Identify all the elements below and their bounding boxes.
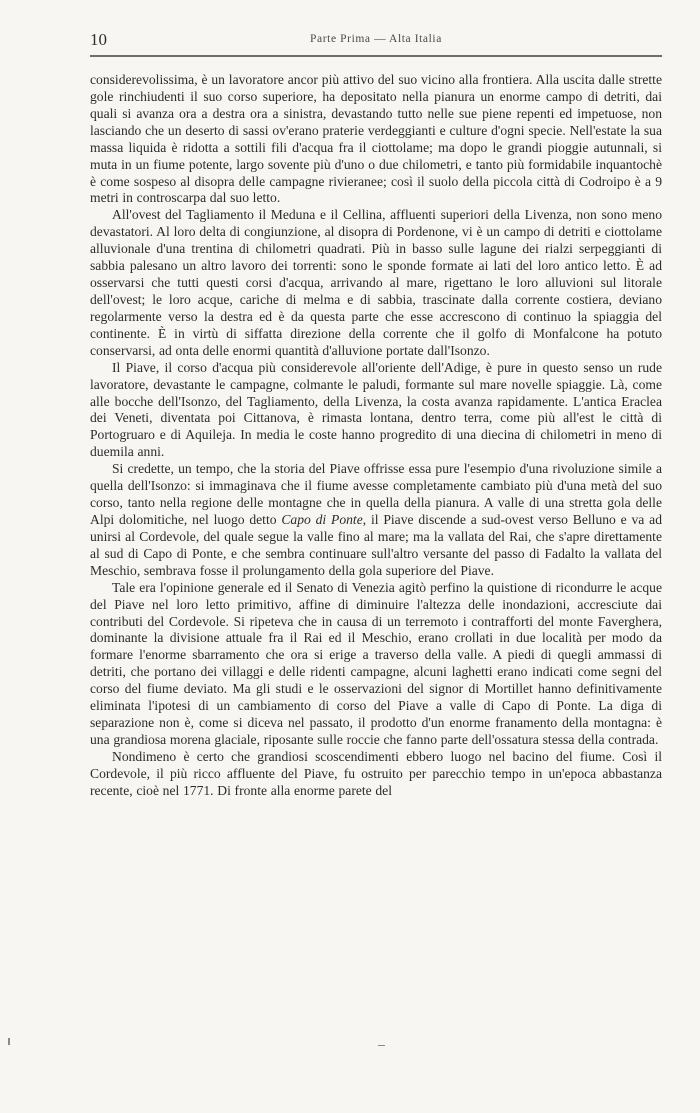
paragraph-6: Nondimeno è certo che grandiosi scoscendimenti ebbero luogo nel bacino del fiume. Così il Cordevole, il più ricco affluente del Piave, fu ostruito per parecchio tempo in un'epoca abbastanza recente, cioè nel 1771. Di fronte alla enorme parete del — [90, 748, 662, 798]
paragraph-4 — [90, 461, 662, 579]
paragraph-2: All'ovest del Tagliamento il Meduna e il Cellina, affluenti superiori della Livenza, non sono meno devastatori. Al loro delta di congiunzione, al disopra di Pordenone, vi è un campo di detriti e ciottolame alluvionale d'una trentina di chilometri quadrati. Più in basso sulle lagune dei rialzi serpeggianti di sabbia palesano un altro lavoro dei torrenti: sono le sponde formate ai lati del loro antico letto. È ad osservarsi che tutti questi corsi d'acqua, arrivando al mare, rigettano le loro alluvioni sul litorale dell'ovest; le loro acque, cariche di melma e di sabbia, trascinate dalla corrente costiera, deviano regolarmente verso la destra ed è da questa parte che esse accrescono di continuo la spiaggia del continente. È in virtù di siffatta direzione della corrente che il golfo di Monfalcone ha potuto conservarsi, ad onta delle enormi quantità d'alluvione portate dall'Isonzo. — [90, 207, 662, 358]
scan-mark-bottom — [378, 1045, 385, 1046]
place-name-italic: Capo di Ponte — [281, 511, 363, 527]
paragraph-4-text-before: Si credette, un tempo, che la storia del Piave offrisse essa pure l'esempio d'una rivoluzione simile a quella dell'Isonzo: si immaginava che il fiume avesse completamente cambiato più d'una metà del suo corso, tanto nella regione delle montagne che in quella della pianura. A valle di una stretta gola delle Alpi dolomitiche, nel luogo detto — [90, 461, 662, 527]
paragraph-3: Il Piave, il corso d'acqua più considerevole all'oriente dell'Adige, è pure in questo senso un rude lavoratore, devastante le campagne, colmante le paludi, formante sul mare novelle spiaggie. Là, come alle bocche dell'Isonzo, del Tagliamento, della Livenza, la costa avanza rapidamente. L'antica Eraclea dei Veneti, diventata poi Cittanova, è rimasta lontana, dentro terra, come più all'est le città di Portogruaro e di Aquileja. In media le coste hanno progredito di una diecina di chilometri in meno di duemila anni. — [90, 359, 662, 460]
paragraph-4-text-after: , il Piave discende a sud-ovest verso Belluno e va ad unirsi al Cordevole, del quale segue la valle fino al mare; ma la vallata del Rai, che s'apre direttamente al sud di Capo di Ponte, e che sembra continuare sull'altro versante del passo di Fadalto la vallata del Meschio, sembrava fosse il prolungamento della gola superiore del Piave. — [90, 511, 662, 578]
running-title: Parte Prima — Alta Italia — [310, 33, 442, 45]
paragraph-5: Tale era l'opinione generale ed il Senato di Venezia agitò perfino la quistione di ricondurre le acque del Piave nel loro letto primitivo, affine di diminuire l'altezza delle inondazioni, accresciute dai contributi del Cordevole. Si ripeteva che in causa di un terremoto i contrafforti del monte Faverghera, dominante la divisione attuale fra il Rai ed il Meschio, erano crollati in due località per modo da formare l'enorme sbarramento che ora si erige a traverso della valle. A piedi di quegli ammassi di detriti, che portano dei villaggi e delle ridenti campagne, alcuni laghetti erano indicati come segni del corso del fiume deviato. Ma gli studi e le osservazioni del signor di Mortillet hanno definitivamente eliminata l'ipotesi di un cambiamento di corso del Piave a valle di Capo di Ponte. La diga di separazione non è, come si diceva nel passato, il prodotto d'un enorme franamento della montagna: è una grandiosa morena glaciale, riposante sulle roccie che fanno parte dell'ossatura stessa della contrada. — [90, 579, 662, 747]
page-number: 10 — [90, 30, 107, 49]
body-text — [90, 72, 662, 800]
header-rule — [90, 55, 662, 57]
scan-mark-left — [8, 1038, 10, 1045]
paragraph-1: considerevolissima, è un lavoratore ancor più attivo del suo vicino alla frontiera. Alla uscita dalle strette gole rinchiudenti il suo corso superiore, ha depositato nella pianura un enorme campo di detriti, dai quali si avanza ora a destra ora a sinistra, devastando tutto nelle sue piene repenti ed impetuose, non lasciando che un deserto di sassi ov'erano praterie verdeggianti e culture d'ogni specie. Nell'estate la sua massa liquida è ridotta a sottili fili d'acqua fra il ciottolame; ma dopo le grandi pioggie autunnali, si muta in un fiume potente, largo sovente più d'uno o due chilometri, e tanto più formidabile inquantochè è come sospeso al disopra delle campagne rivieranee; così il suolo della piccola città di Codroipo è a 9 metri in controscarpa dal suo letto. — [90, 72, 662, 206]
page-header — [90, 28, 662, 52]
